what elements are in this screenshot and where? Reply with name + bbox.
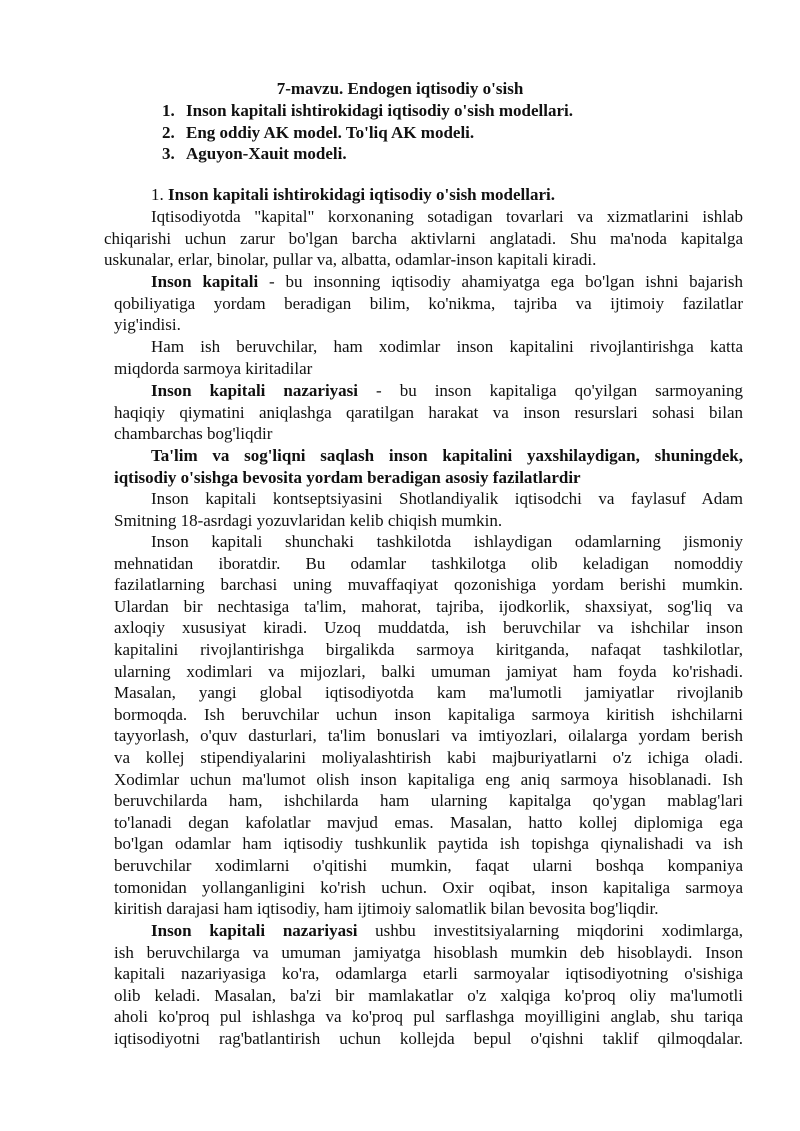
paragraph bbox=[0, 271, 800, 336]
paragraph bbox=[0, 531, 800, 920]
text-line: chiqarishi uchun zarur bo'lgan barcha aktivlarni anglatadi. Shu ma'noda kapitalga bbox=[104, 228, 743, 248]
text-line: yig'indisi. bbox=[114, 315, 181, 335]
section-title: Inson kapitali ishtirokidagi iqtisodiy o'sish modellari. bbox=[168, 185, 556, 204]
text-line: ularning xodimlari va mijozlari, balki umuman jamiyat ham foyda ko'rishadi. bbox=[114, 661, 743, 681]
term: Inson kapitali nazariyasi bbox=[151, 381, 359, 400]
text-line: aholi ko'proq pul ishlashga va ko'proq pul sarflashga moyilligini anglab, shu tariqa bbox=[114, 1007, 743, 1027]
topic-outline bbox=[162, 100, 573, 165]
outline-text: Eng oddiy AK model. To'liq AK modeli. bbox=[186, 122, 475, 142]
text-line: chambarchas bog'liqdir bbox=[114, 424, 273, 444]
section-number: 1. bbox=[151, 185, 168, 204]
text-line: fazilatlarning barchasi uning muvaffaqiyat qozonishiga yordam berishi mumkin. bbox=[114, 575, 743, 595]
outline-number: 3. bbox=[162, 144, 175, 164]
text-line: Iqtisodiyotda "kapital" korxonaning sotadigan tovarlari va xizmatlarini ishlab bbox=[151, 207, 743, 226]
text-line: tomonidan yollanganligini ko'rish uchun. Oxir oqibat, inson kapitaliga sarmoya bbox=[114, 877, 743, 897]
outline-number: 1. bbox=[162, 101, 175, 120]
text-line: kiritish darajasi ham iqtisodiy, ham ijtimoiy salomatlik bilan bevosita bog'liqdir. bbox=[114, 899, 659, 919]
text-line: Inson kapitali - bu insonning iqtisodiy ahamiyatga ega bo'lgan ishni bajarish bbox=[151, 272, 743, 291]
text-line: olib keladi. Masalan, ba'zi bir mamlakatlar o'z xalqiga ko'proq oliy ma'lumotli bbox=[114, 985, 743, 1005]
text-line: qobiliyatiga yordam beradigan bilim, ko'nikma, tajriba va ijtimoiy fazilatlar bbox=[114, 293, 743, 313]
outline-text: Aguyon-Xauit modeli. bbox=[186, 144, 347, 164]
outline-number: 2. bbox=[162, 122, 175, 142]
text-line: va kollej stipendiyalarini moliyalashtirish kabi majburiyatlarni o'z ichiga oladi. bbox=[114, 747, 743, 767]
text-line: ish beruvchilarga va umuman jamiyatga hisoblash mumkin deb hisoblaydi. Inson bbox=[114, 942, 743, 962]
text-line: bo'lgan odamlar ham iqtisodiy tushkunlik paytida ish topishga qiynalishadi va ish bbox=[114, 834, 743, 854]
text-line: kapitalini rivojlantirishga birgalikda sarmoya kiritganda, nafaqat tashkilotlar, bbox=[114, 639, 743, 659]
text-line: axloqiy xususiyat kiradi. Uzoq muddatda, ish beruvchilar va ishchilar inson bbox=[114, 618, 743, 638]
text-line: beruvchilarda ham, ishchilarda ham ularning kapitalga qo'ygan mablag'lari bbox=[114, 791, 743, 811]
text-line: Ta'lim va sog'liqni saqlash inson kapitalini yaxshilaydigan, shuningdek, bbox=[151, 446, 743, 465]
text-line: bormoqda. Ish beruvchilar uchun inson kapitaliga sarmoya kiritish ishchilarni bbox=[114, 704, 743, 724]
outline-item bbox=[162, 122, 573, 144]
bold-statement bbox=[0, 445, 800, 488]
section-heading bbox=[151, 184, 751, 206]
paragraph bbox=[0, 488, 800, 531]
text-line: Ham ish beruvchilar, ham xodimlar inson kapitalini rivojlantirishga katta bbox=[151, 337, 743, 356]
text-line: haqiqiy qiymatini aniqlashga qaratilgan harakat va inson resurslari sohasi bilan bbox=[114, 402, 743, 422]
paragraph bbox=[0, 206, 800, 271]
text-line: Masalan, yangi global iqtisodiyotda kam ma'lumotli jamiyatlar rivojlanib bbox=[114, 683, 743, 703]
text-line: kapitali nazariyasiga ko'ra, odamlarga etarli sarmoyalar iqtisodiyotning o'sishiga bbox=[114, 964, 743, 984]
paragraph bbox=[0, 336, 800, 379]
page-title: 7-mavzu. Endogen iqtisodiy o'sish bbox=[276, 79, 524, 98]
text-line: Inson kapitali nazariyasi ushbu investitsiyalarning miqdorini xodimlarga, bbox=[151, 921, 743, 940]
text-line: iqtisodiy o'sishga bevosita yordam beradigan asosiy fazilatlardir bbox=[114, 467, 581, 487]
text-line: Inson kapitali shunchaki tashkilotda ishlaydigan odamlarning jismoniy bbox=[151, 532, 743, 551]
text-line: Smitning 18-asrdagi yozuvlaridan kelib chiqish mumkin. bbox=[114, 510, 503, 530]
outline-text: Inson kapitali ishtirokidagi iqtisodiy o'sish modellari. bbox=[186, 101, 574, 120]
paragraph bbox=[0, 920, 800, 1050]
text-line: tayyorlash, o'quv dasturlari, ta'lim bonuslari va imtiyozlari, oilalarga yordam berish bbox=[114, 726, 743, 746]
outline-item bbox=[162, 100, 573, 122]
text-line: Inson kapitali nazariyasi - bu inson kapitaliga qo'yilgan sarmoyaning bbox=[151, 381, 743, 400]
text-line: mehnatidan iboratdir. Bu odamlar tashkilotga olib keladigan nomoddiy bbox=[114, 553, 743, 573]
paragraph bbox=[0, 380, 800, 445]
text-line: iqtisodiyotni rag'batlantirish uchun kollejda bepul o'qishni taklif qilmoqdalar. bbox=[114, 1028, 743, 1048]
text-line: to'lanadi degan kafolatlar mavjud emas. Masalan, hatto kollej diplomiga ega bbox=[114, 812, 743, 832]
text-line: Xodimlar uchun ma'lumot olish inson kapitaliga eng aniq sarmoya hisoblanadi. Ish bbox=[114, 769, 743, 789]
text-line: Ulardan bir nechtasiga ta'lim, mahorat, tajriba, ijodkorlik, shaxsiyat, sog'liq va bbox=[114, 596, 743, 616]
term: Inson kapitali nazariyasi bbox=[151, 921, 358, 940]
outline-item bbox=[162, 143, 573, 165]
term: Inson kapitali bbox=[151, 272, 259, 291]
text-line: beruvchilar xodimlarni o'qitishi mumkin, faqat ularni boshqa kompaniya bbox=[114, 855, 743, 875]
text-line: Inson kapitali kontseptsiyasini Shotlandiyalik iqtisodchi va faylasuf Adam bbox=[151, 489, 743, 508]
text-line: uskunalar, erlar, binolar, pullar va, albatta, odamlar-inson kapitali kiradi. bbox=[104, 250, 597, 270]
text-line: miqdorda sarmoya kiritadilar bbox=[114, 358, 313, 378]
